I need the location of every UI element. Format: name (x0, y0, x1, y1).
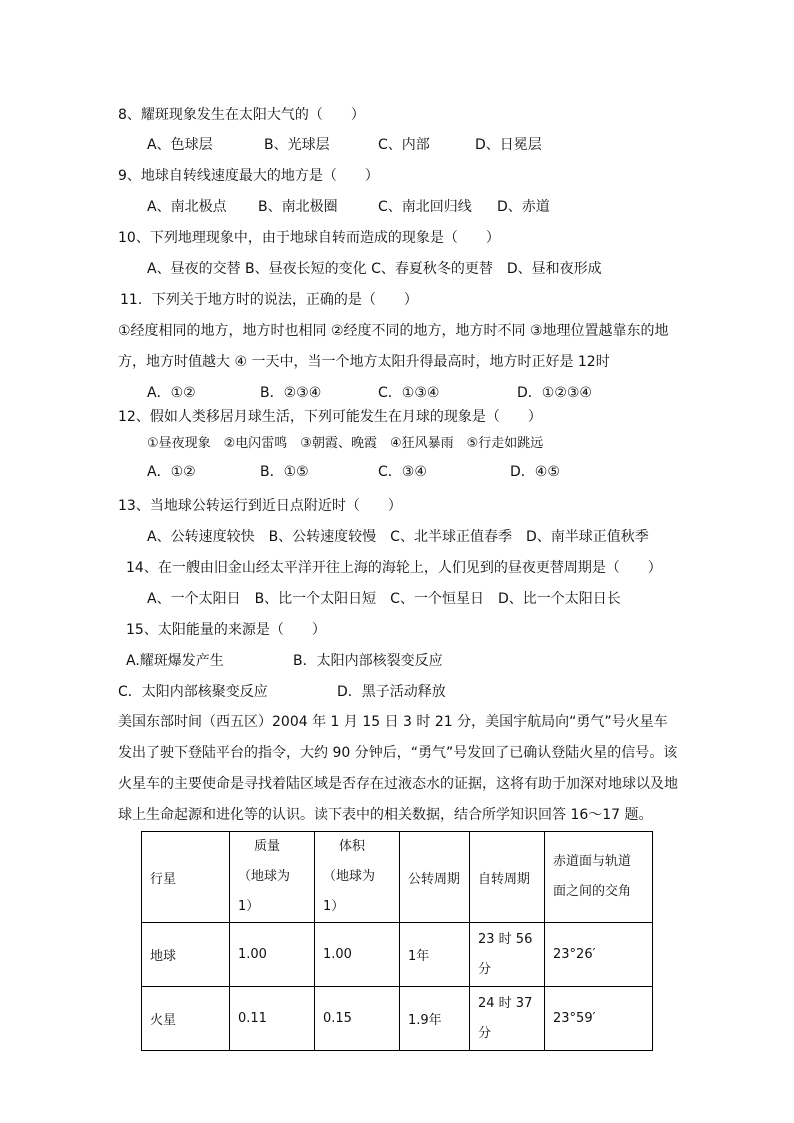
header-obliquity-line-2: 面之间的交角 (553, 884, 632, 899)
header-revolution: 公转周期 (400, 832, 470, 923)
cell-planet: 地球 (142, 923, 230, 987)
cell-obliquity: 23°59′ (545, 987, 653, 1051)
header-volume-title: 体积 (339, 839, 366, 854)
question-12-phenomena: ①昼夜现象 ②电闪雷鸣 ③朝霞、晚霞 ④狂风暴雨 ⑤行走如跳远 (147, 436, 544, 451)
question-12-option-c: C．③④ (378, 464, 427, 480)
question-11-option-c: C．①③④ (378, 385, 440, 401)
question-8-option-a: A、色球层 (147, 137, 213, 153)
question-9-stem: 9、地球自转线速度最大的地方是（ ） (118, 168, 379, 184)
question-12-stem: 12、假如人类移居月球生活，下列可能发生在月球的现象是（ ） (118, 409, 542, 425)
table-row (142, 923, 653, 987)
cell-rotation-line-2: 分 (478, 961, 492, 977)
cell-revolution: 1.9年 (400, 987, 470, 1051)
cell-obliquity: 23°26′ (545, 923, 653, 987)
question-15-option-a: A.耀斑爆发产生 (126, 653, 224, 669)
question-15-option-b: B．太阳内部核裂变反应 (293, 653, 443, 669)
question-11-option-d: D．①②③④ (517, 385, 592, 401)
header-planet: 行星 (142, 832, 230, 923)
cell-volume: 0.15 (315, 987, 400, 1051)
planet-data-table (141, 831, 653, 1051)
question-12-option-b: B．①⑤ (260, 464, 309, 480)
table-row (142, 987, 653, 1051)
header-mass (230, 832, 315, 923)
question-11-statements-line-2: 方，地方时值越大 ④ 一天中，当一个地方太阳升得最高时，地方时正好是 12时 (118, 354, 610, 370)
question-9-option-b: B、南北极圈 (258, 199, 338, 215)
cell-revolution: 1年 (400, 923, 470, 987)
cell-rotation (470, 923, 545, 987)
cell-rotation (470, 987, 545, 1051)
question-9-option-c: C、南北回归线 (378, 199, 472, 215)
question-12-option-a: A．①② (147, 464, 196, 480)
question-11-statements-line-1: ①经度相同的地方，地方时也相同 ②经度不同的地方，地方时不同 ③地理位置越靠东的地 (118, 323, 669, 339)
question-15-option-c: C．太阳内部核聚变反应 (118, 684, 268, 700)
question-14-options: A、一个太阳日 B、比一个太阳日短 C、一个恒星日 D、比一个太阳日长 (147, 591, 621, 607)
question-12-option-d: D．④⑤ (510, 464, 560, 480)
question-13-options: A、公转速度较快 B、公转速度较慢 C、北半球正值春季 D、南半球正值秋季 (147, 529, 649, 545)
question-10-stem: 10、下列地理现象中，由于地球自转而造成的现象是（ ） (118, 230, 500, 246)
header-volume-unit: （地球为 1） (323, 869, 376, 914)
question-10-options: A、昼夜的交替 B、昼夜长短的变化 C、春夏秋冬的更替 D、昼和夜形成 (147, 261, 602, 277)
question-9-option-a: A、南北极点 (147, 199, 227, 215)
cell-volume: 1.00 (315, 923, 400, 987)
cell-rotation-line-1: 23 时 56 (478, 931, 533, 947)
header-mass-title: 质量 (254, 839, 281, 854)
cell-rotation-line-1: 24 时 37 (478, 995, 533, 1011)
question-8-option-d: D、日冕层 (475, 137, 542, 153)
reading-passage: 美国东部时间（西五区）2004 年 1 月 15 日 3 时 21 分，美国宇航局向“勇气”号火星车发出了驶下登陆平台的指令，大约 90 分钟后，“勇气”号发回了已确认登陆火星的信号。该火星车的主要使命是寻找着陆区域是否存在过液态水的证据，这将有助于加深对地球以及地球上生命起源和进化等的认识。读下表中的相关数据，结合所学知识回答 16～17 题。 (118, 714, 678, 823)
header-volume (315, 832, 400, 923)
header-rotation: 自转周期 (470, 832, 545, 923)
question-13-stem: 13、当地球公转运行到近日点附近时（ ） (118, 498, 402, 514)
question-14-stem: 14、在一艘由旧金山经太平洋开往上海的海轮上，人们见到的昼夜更替周期是（ ） (126, 560, 662, 576)
header-mass-unit: （地球为 1） (238, 869, 291, 914)
table-header-row (142, 832, 653, 923)
question-11-option-b: B．②③④ (260, 385, 322, 401)
header-obliquity (545, 832, 653, 923)
cell-planet: 火星 (142, 987, 230, 1051)
question-11-stem: 11．下列关于地方时的说法，正确的是（ ） (120, 292, 418, 308)
question-8-option-c: C、内部 (378, 137, 430, 153)
question-9-option-d: D、赤道 (497, 199, 550, 215)
header-obliquity-line-1: 赤道面与轨道 (553, 854, 632, 869)
cell-mass: 0.11 (230, 987, 315, 1051)
cell-rotation-line-2: 分 (478, 1025, 492, 1041)
question-8-stem: 8、耀斑现象发生在太阳大气的（ ） (118, 107, 365, 123)
question-11-option-a: A．①② (147, 385, 196, 401)
question-15-stem: 15、太阳能量的来源是（ ） (126, 622, 326, 638)
question-15-option-d: D．黑子活动释放 (337, 684, 446, 700)
cell-mass: 1.00 (230, 923, 315, 987)
question-8-option-b: B、光球层 (264, 137, 330, 153)
